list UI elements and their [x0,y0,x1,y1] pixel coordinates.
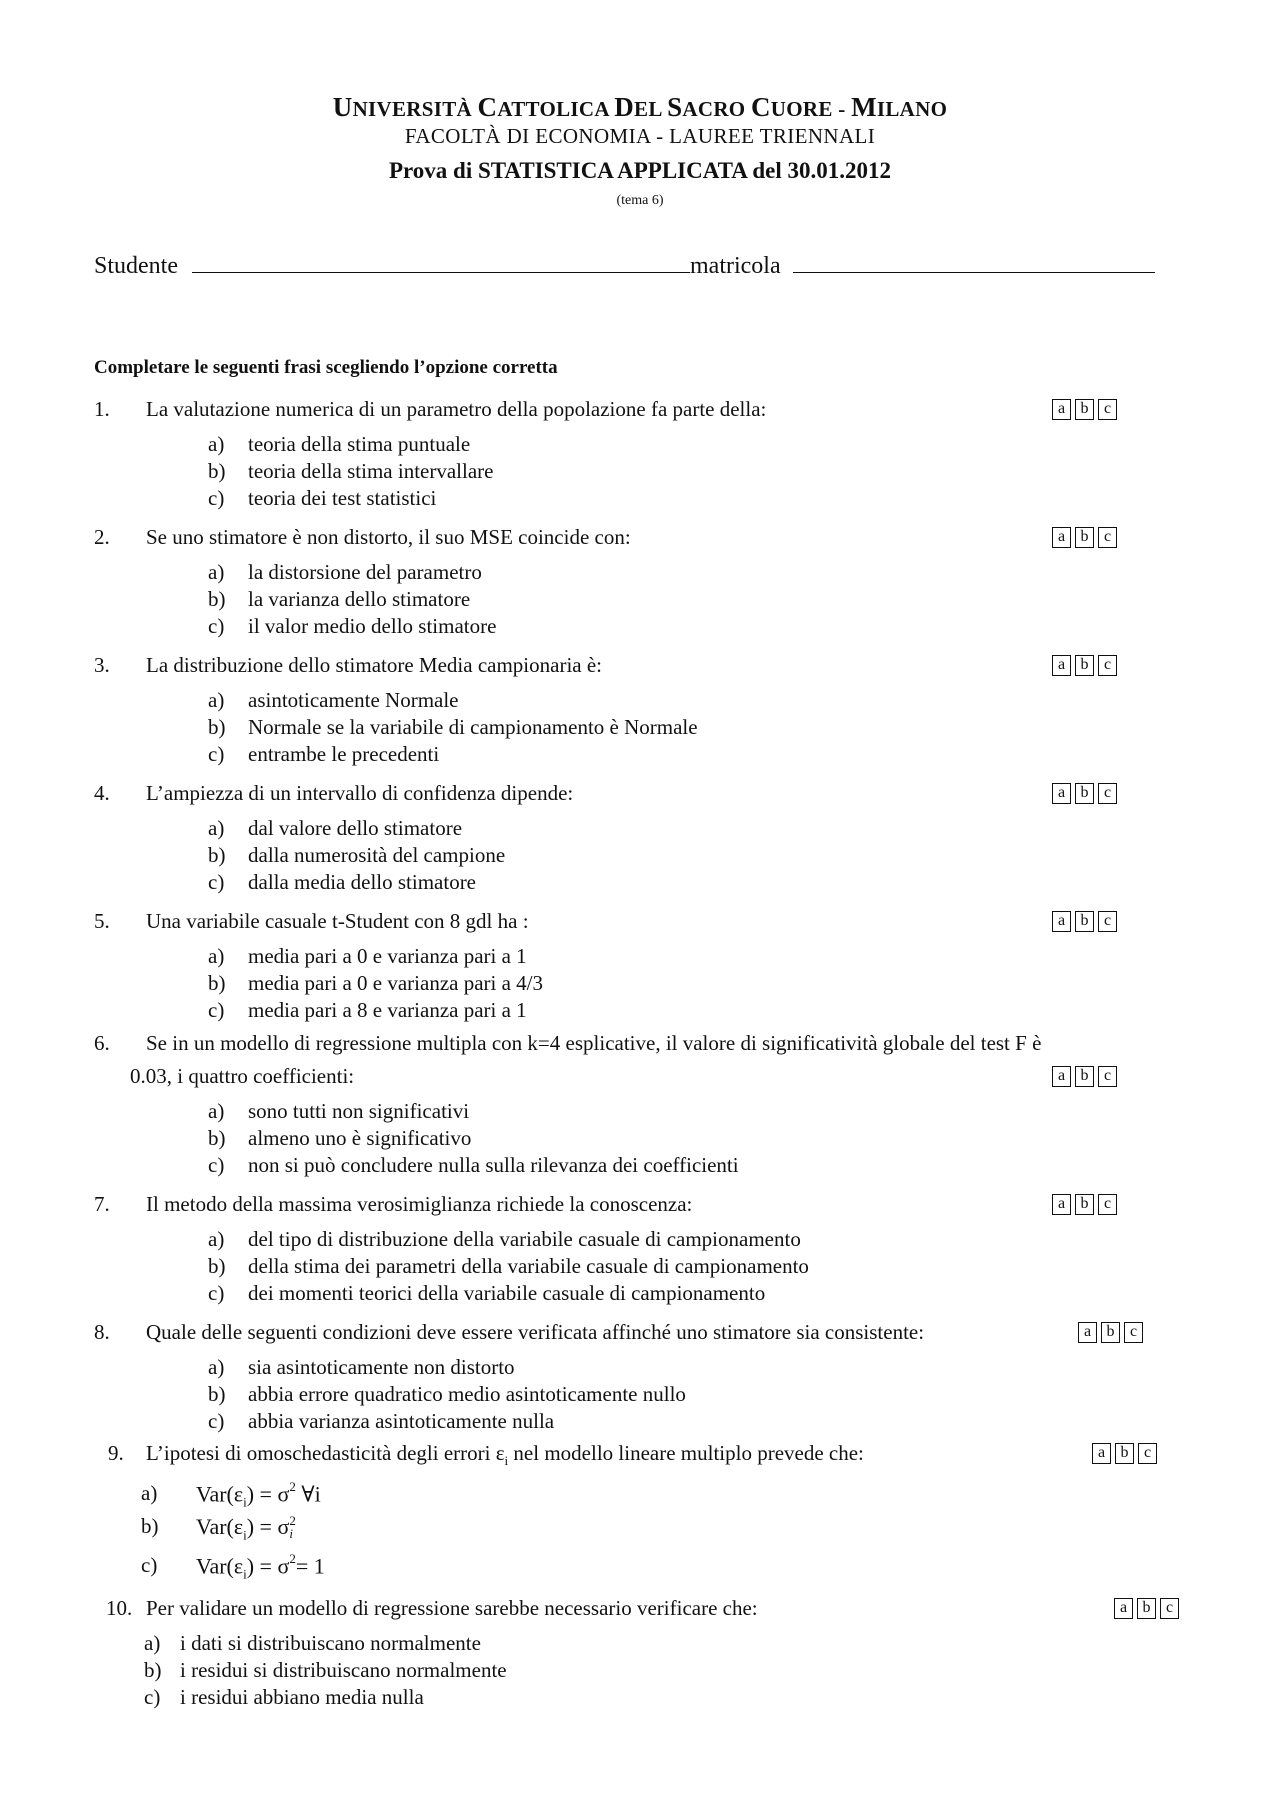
option-text: del tipo di distribuzione della variabile casuale di campionamento [248,1227,801,1251]
answer-box-c[interactable]: c [1098,399,1117,420]
option-label: b) [208,971,226,995]
superscript: 2 [289,1512,296,1528]
question-text: La valutazione numerica di un parametro della popolazione fa parte della: [146,397,767,421]
uni-part: SACRO [667,92,751,122]
uni-part: MILANO [851,92,948,122]
question-text: Una variabile casuale t-Student con 8 gdl ha : [146,909,529,933]
question-text: Se in un modello di regressione multipla con k=4 esplicative, il valore di significatività globale del test F è [146,1031,1042,1055]
tema-label: (tema 6) [616,193,664,208]
question-text-continued: 0.03, i quattro coefficienti: [130,1064,355,1088]
option-label: b) [208,459,226,483]
answer-box-c[interactable]: c [1098,783,1117,804]
option-text: il valor medio dello stimatore [248,614,497,638]
instructions: Completare le seguenti frasi scegliendo l’opzione corretta [94,357,558,378]
question-text: L’ampiezza di un intervallo di confidenza dipende: [146,781,574,805]
answer-box-a[interactable]: a [1052,1066,1071,1087]
option-text: non si può concludere nulla sulla rilevanza dei coefficienti [248,1153,739,1177]
answer-boxes [1052,1194,1117,1215]
option-text: dalla numerosità del campione [248,843,506,867]
answer-box-c[interactable]: c [1098,1066,1117,1087]
answer-box-c[interactable]: c [1098,527,1117,548]
option-label: c) [208,1153,225,1177]
answer-box-b[interactable]: b [1075,1194,1094,1215]
option-label: c) [208,998,225,1022]
faculty-line: FACOLTÀ DI ECONOMIA - LAUREE TRIENNALI [404,124,876,148]
uni-part: CUORE - [750,92,852,122]
subscript: i [243,1527,247,1543]
option-label: b) [144,1658,162,1682]
answer-boxes [1052,783,1117,804]
option-text: teoria della stima intervallare [248,459,494,483]
option-text: media pari a 8 e varianza pari a 1 [248,998,527,1022]
student-row [94,252,1155,280]
answer-box-b[interactable]: b [1075,911,1094,932]
answer-box-c[interactable]: c [1138,1443,1157,1464]
option-label: a) [144,1631,161,1655]
uni-part: CATTOLICA [477,92,615,122]
option-label: c) [144,1685,161,1709]
question-text: La distribuzione dello stimatore Media campionaria è: [146,653,603,677]
answer-box-b[interactable]: b [1075,783,1094,804]
answer-box-b[interactable]: b [1075,1066,1094,1087]
student-name-field[interactable] [192,252,690,273]
option-label: a) [208,688,225,712]
answer-box-a[interactable]: a [1052,527,1071,548]
option-label: a) [208,1355,225,1379]
question-number: 2. [94,525,110,549]
subscript: i [289,1525,293,1541]
answer-box-a[interactable]: a [1092,1443,1111,1464]
question-text: Quale delle seguenti condizioni deve essere verificata affinché uno stimatore sia consistente: [146,1320,925,1344]
answer-boxes [1052,911,1117,932]
option-label: c) [141,1553,158,1577]
option-text: media pari a 0 e varianza pari a 1 [248,944,527,968]
option-text: la varianza dello stimatore [248,587,471,611]
question-number: 5. [94,909,110,933]
answer-box-c[interactable]: c [1098,655,1117,676]
option-label: b) [208,587,226,611]
question-number: 3. [94,653,110,677]
answer-boxes [1052,1066,1117,1087]
option-label: c) [208,870,225,894]
option-text: media pari a 0 e varianza pari a 4/3 [248,971,544,995]
option-label: b) [208,715,226,739]
option-label: c) [208,1409,225,1433]
subscript: i [243,1566,247,1582]
question-text: L’ipotesi di omoschedasticità degli errori $\varepsilon_i$ nel modello lineare multiplo prevede che: [146,1441,864,1469]
option-text: dalla media dello stimatore [248,870,477,894]
answer-box-a[interactable]: a [1052,655,1071,676]
answer-box-c[interactable]: c [1098,1194,1117,1215]
option-text: abbia errore quadratico medio asintoticamente nullo [248,1382,686,1406]
subscript: i [243,1494,247,1510]
option-formula: $Var(\varepsilon_i) = \sigma^2= 1$ [196,1551,325,1582]
option-text: Normale se la variabile di campionamento è Normale [248,715,698,739]
option-text: entrambe le precedenti [248,742,440,766]
question-text: Il metodo della massima verosimiglianza richiede la conoscenza: [146,1192,693,1216]
option-text: la distorsione del parametro [248,560,482,584]
matricola-field[interactable] [793,252,1155,273]
option-label: b) [208,1126,226,1150]
question-number: 4. [94,781,110,805]
option-label: c) [208,742,225,766]
option-text: i residui si distribuiscano normalmente [180,1658,507,1682]
exam-title: Prova di STATISTICA APPLICATA del 30.01.2012 [388,158,892,183]
answer-box-c[interactable]: c [1098,911,1117,932]
option-text: sia asintoticamente non distorto [248,1355,515,1379]
option-text: sono tutti non significativi [248,1099,470,1123]
answer-boxes [1052,655,1117,676]
option-formula: $Var(\varepsilon_i) = \sigma^2$ ∀i [196,1479,321,1510]
option-label: b) [208,1382,226,1406]
question-number: 10. [106,1596,133,1620]
option-text: della stima dei parametri della variabile casuale di campionamento [248,1254,809,1278]
answer-box-a[interactable]: a [1052,783,1071,804]
option-text: dei momenti teorici della variabile casuale di campionamento [248,1281,766,1305]
option-label: c) [208,1281,225,1305]
superscript: 2 [289,1551,296,1566]
subscript: i [504,1453,509,1469]
option-label: a) [141,1481,158,1505]
answer-box-b[interactable]: b [1101,1322,1120,1343]
answer-box-a[interactable]: a [1052,1194,1071,1215]
option-text: teoria dei test statistici [248,486,437,510]
answer-box-a[interactable]: a [1052,399,1071,420]
option-label: a) [208,432,225,456]
answer-box-a[interactable]: a [1052,911,1071,932]
option-label: a) [208,1227,225,1251]
answer-box-b[interactable]: b [1075,527,1094,548]
option-label: a) [208,1099,225,1123]
option-text: teoria della stima puntuale [248,432,471,456]
answer-box-b[interactable]: b [1115,1443,1134,1464]
uni-part: UNIVERSITÀ [332,92,478,122]
student-label: Studente [94,253,178,279]
answer-box-b[interactable]: b [1075,399,1094,420]
question-number: 9. [108,1441,124,1465]
option-label: c) [208,614,225,638]
option-text: abbia varianza asintoticamente nulla [248,1409,555,1433]
question-number: 8. [94,1320,110,1344]
question-number: 1. [94,397,110,421]
answer-boxes [1078,1322,1143,1343]
option-text: i dati si distribuiscano normalmente [180,1631,481,1655]
answer-box-c[interactable]: c [1160,1598,1179,1619]
answer-boxes [1052,399,1117,420]
question-number: 6. [94,1031,110,1055]
option-text: dal valore dello stimatore [248,816,463,840]
superscript: 2 [289,1479,296,1494]
sup-sub-stack [289,1514,296,1540]
question-number: 7. [94,1192,110,1216]
answer-boxes [1114,1598,1179,1619]
option-label: b) [141,1514,159,1538]
question-text: Per validare un modello di regressione sarebbe necessario verificare che: [146,1596,758,1620]
answer-box-a[interactable]: a [1078,1322,1097,1343]
question-text: Se uno stimatore è non distorto, il suo MSE coincide con: [146,525,631,549]
answer-box-b[interactable]: b [1075,655,1094,676]
university-title [0,92,1280,123]
matricola-label: matricola [690,253,781,279]
option-formula: $Var(\varepsilon_i) = \sigma$ 2 i [196,1512,296,1543]
option-label: a) [208,816,225,840]
option-text: i residui abbiano media nulla [180,1685,424,1709]
answer-boxes [1092,1443,1157,1464]
option-label: a) [208,560,225,584]
option-label: c) [208,486,225,510]
answer-box-a[interactable]: a [1114,1598,1133,1619]
option-text: asintoticamente Normale [248,688,459,712]
option-label: b) [208,1254,226,1278]
uni-part: DEL [614,92,668,122]
option-text: almeno uno è significativo [248,1126,472,1150]
answer-box-b[interactable]: b [1137,1598,1156,1619]
answer-box-c[interactable]: c [1124,1322,1143,1343]
option-label: a) [208,944,225,968]
answer-boxes [1052,527,1117,548]
option-label: b) [208,843,226,867]
